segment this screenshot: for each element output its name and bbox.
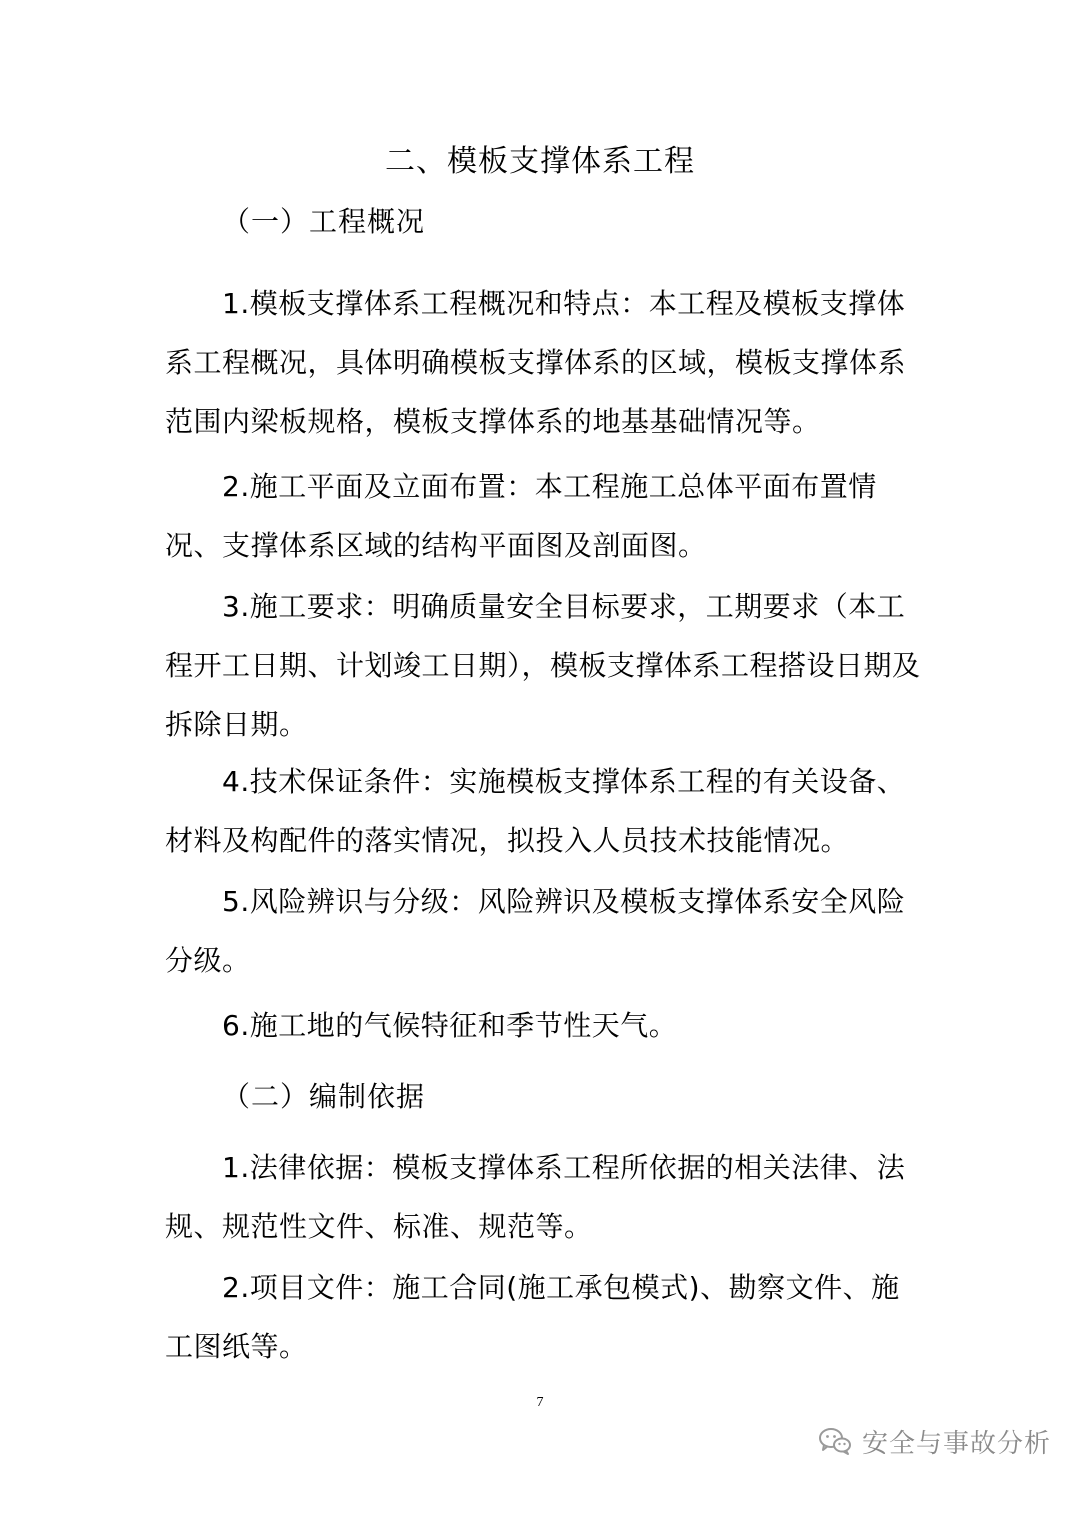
section-heading-overview: （一）工程概况 [222,205,426,238]
wechat-icon [818,1426,852,1456]
watermark-text: 安全与事故分析 [862,1428,1052,1459]
watermark [818,1421,1051,1461]
paragraph-basis-2: 2.项目文件：施工合同(施工承包模式)、勘察文件、施工图纸等。 [165,1271,900,1363]
section-heading-basis: （二）编制依据 [222,1080,426,1113]
page-title: 二、模板支撑体系工程 [385,144,695,179]
paragraph-overview-6: 6.施工地的气候特征和季节性天气。 [222,1009,678,1042]
paragraph-overview-3: 3.施工要求：明确质量安全目标要求，工期要求（本工程开工日期、计划竣工日期），模板支撑体系工程搭设日期及拆除日期。 [165,590,921,741]
paragraph-basis-1: 1.法律依据：模板支撑体系工程所依据的相关法律、法规、规范性文件、标准、规范等。 [165,1151,906,1243]
paragraph-overview-5: 5.风险辨识与分级：风险辨识及模板支撑体系安全风险分级。 [165,885,906,977]
paragraph-overview-4: 4.技术保证条件：实施模板支撑体系工程的有关设备、材料及构配件的落实情况，拟投入人员技术技能情况。 [165,765,906,857]
paragraph-overview-1: 1.模板支撑体系工程概况和特点：本工程及模板支撑体系工程概况，具体明确模板支撑体系的区域，模板支撑体系范围内梁板规格，模板支撑体系的地基基础情况等。 [165,287,907,438]
paragraph-overview-2: 2.施工平面及立面布置：本工程施工总体平面布置情况、支撑体系区域的结构平面图及剖面图。 [165,470,877,562]
page-number: 7 [536,1395,544,1410]
